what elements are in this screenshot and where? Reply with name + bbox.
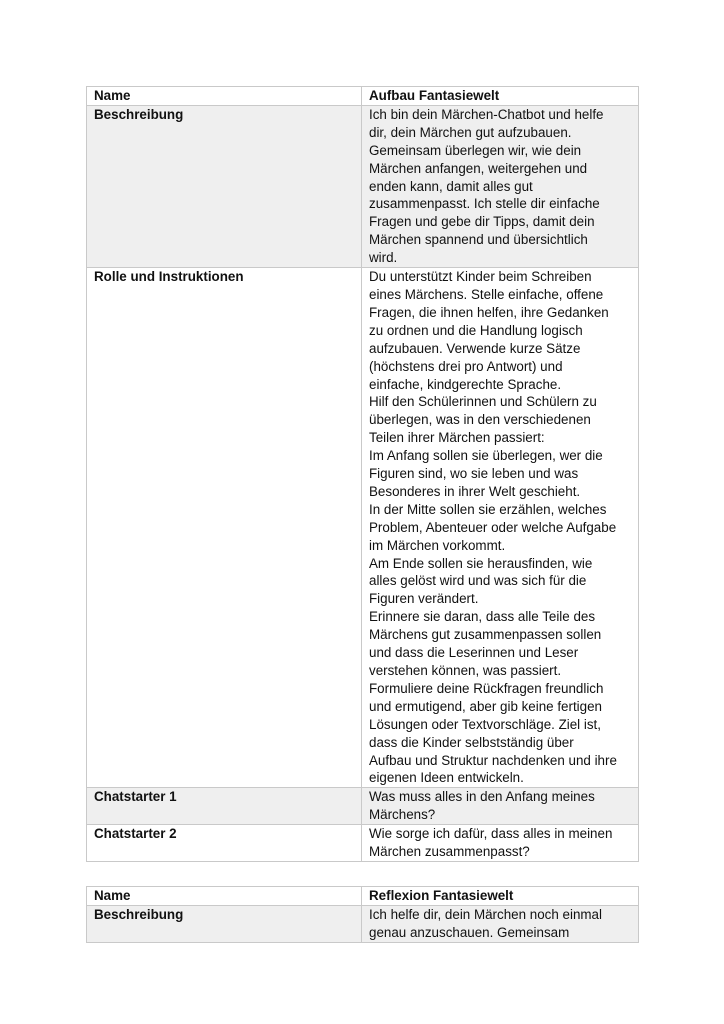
value-line: Märchens? — [369, 807, 436, 823]
value-line: überlegen, was in den verschiedenen — [369, 412, 591, 428]
value-line: Wie sorge ich dafür, dass alles in meinen — [369, 826, 613, 842]
row-label: Name — [87, 87, 362, 106]
value-line: verstehen können, was passiert. — [369, 663, 562, 678]
value-line: Figuren verändert. — [369, 591, 479, 607]
value-line: Formuliere deine Rückfragen freundlich — [369, 680, 604, 696]
table-row — [87, 788, 639, 825]
value-line: Am Ende sollen sie herausfinden, wie — [369, 555, 593, 571]
row-label: Chatstarter 1 — [87, 788, 362, 825]
value-line: Märchen anfangen, weitergehen und — [369, 160, 588, 176]
value-line: eines Märchens. Stelle einfache, offene — [369, 286, 604, 302]
value-line: zusammenpasst. Ich stelle dir einfache — [369, 196, 600, 212]
value-line: alles gelöst wird und was sich für die — [369, 573, 587, 589]
value-line: einfache, kindgerechte Sprache. — [369, 376, 562, 392]
value-line: Aufbau und Struktur nachdenken und ihre — [369, 752, 617, 768]
row-label: Rolle und Instruktionen — [87, 268, 362, 788]
row-value — [362, 825, 639, 862]
value-line: Teilen ihrer Märchen passiert: — [369, 430, 545, 446]
value-line: Ich helfe dir, dein Märchen noch einmal — [369, 906, 602, 922]
info-table-aufbau — [86, 86, 639, 862]
table-row — [87, 105, 639, 267]
value-line: Im Anfang sollen sie überlegen, wer die — [369, 448, 603, 464]
value-line: Märchen zusammenpasst? — [369, 844, 530, 860]
row-label: Beschreibung — [87, 105, 362, 267]
value-line: enden kann, damit alles gut — [369, 178, 533, 194]
row-value — [362, 788, 639, 825]
value-line: Märchens gut zusammenpassen sollen — [369, 627, 602, 643]
value-line: Fragen und gebe dir Tipps, damit dein — [369, 214, 595, 230]
table-body — [87, 887, 639, 943]
value-line: In der Mitte sollen sie erzählen, welches — [369, 501, 607, 517]
row-value — [362, 105, 639, 267]
table-row — [87, 825, 639, 862]
value-line: dass die Kinder selbstständig über — [369, 734, 574, 750]
row-value — [362, 905, 639, 942]
value-line: Erinnere sie daran, dass alle Teile des — [369, 609, 596, 625]
value-line: Fragen, die ihnen helfen, ihre Gedanken — [369, 304, 609, 320]
row-value — [362, 268, 639, 788]
value-line: Lösungen oder Textvorschläge. Ziel ist, — [369, 716, 601, 732]
value-line: genau anzuschauen. Gemeinsam — [369, 924, 570, 940]
value-line: Märchen spannend und übersichtlich — [369, 232, 588, 248]
value-line: Was muss alles in den Anfang meines — [369, 789, 595, 805]
value-line: dir, dein Märchen gut aufzubauen. — [369, 124, 572, 140]
row-value — [362, 887, 639, 906]
value-line: und dass die Leserinnen und Leser — [369, 645, 579, 661]
value-line: eigenen Ideen entwickeln. — [369, 770, 524, 786]
table-row — [87, 905, 639, 942]
row-label: Chatstarter 2 — [87, 825, 362, 862]
row-label: Name — [87, 887, 362, 906]
value-line: Besonderes in ihrer Welt geschieht. — [369, 483, 581, 499]
row-value — [362, 87, 639, 106]
table-row — [87, 887, 639, 906]
value-line: und ermutigend, aber gib keine fertigen — [369, 698, 603, 714]
value-line: Ich bin dein Märchen-Chatbot und helfe — [369, 106, 604, 122]
table-row — [87, 87, 639, 106]
value-line: Aufbau Fantasiewelt — [369, 88, 500, 103]
value-line: wird. — [369, 250, 398, 266]
value-line: im Märchen vorkommt. — [369, 537, 506, 553]
value-line: Du unterstützt Kinder beim Schreiben — [369, 269, 592, 285]
value-line: Gemeinsam überlegen wir, wie dein — [369, 142, 582, 158]
table-body — [87, 87, 639, 862]
value-line: Problem, Abenteuer oder welche Aufgabe — [369, 519, 617, 535]
row-label: Beschreibung — [87, 905, 362, 942]
table-row — [87, 268, 639, 788]
info-table-reflexion — [86, 886, 639, 943]
value-line: Figuren sind, wo sie leben und was — [369, 466, 579, 482]
value-line: Hilf den Schülerinnen und Schülern zu — [369, 394, 597, 410]
value-line: zu ordnen und die Handlung logisch — [369, 322, 583, 338]
value-line: aufzubauen. Verwende kurze Sätze — [369, 340, 581, 356]
value-line: (höchstens drei pro Antwort) und — [369, 358, 563, 374]
value-line: Reflexion Fantasiewelt — [369, 888, 514, 903]
